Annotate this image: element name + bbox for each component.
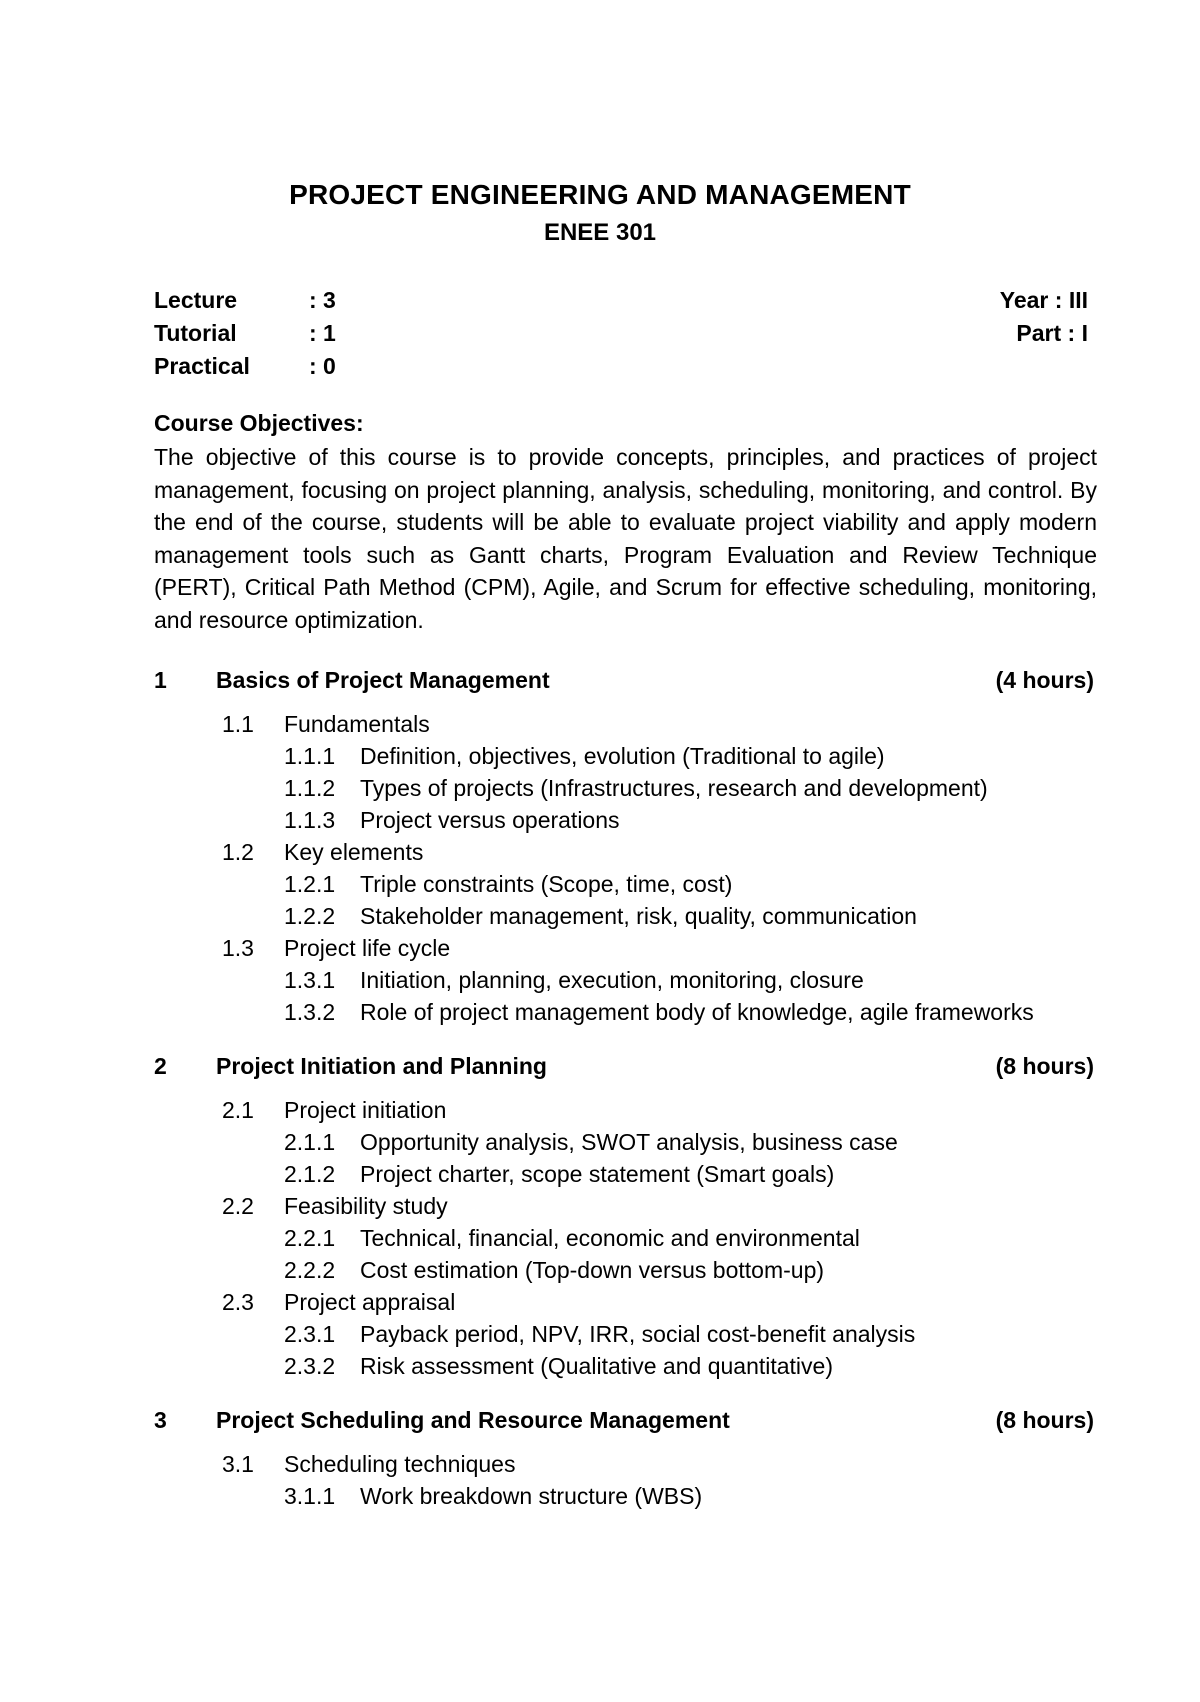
subtopic-number: 2.3: [222, 1289, 254, 1315]
item-text: Technical, financial, economic and environmental: [360, 1225, 860, 1251]
item-text: Stakeholder management, risk, quality, communication: [360, 903, 917, 929]
meta-value: : 1: [309, 320, 336, 346]
list-item: [154, 1126, 1094, 1158]
course-title: PROJECT ENGINEERING AND MANAGEMENT: [289, 179, 911, 210]
list-item: [154, 996, 1094, 1028]
subtopic-title: Key elements: [284, 839, 424, 865]
list-item: [154, 868, 1094, 900]
item-text: Initiation, planning, execution, monitoring, closure: [360, 967, 864, 993]
item-number: 2.2.2: [284, 1257, 336, 1283]
item-number: 1.2.1: [284, 871, 336, 897]
list-item: [154, 740, 1094, 772]
unit-title: Basics of Project Management: [216, 667, 550, 693]
unit-heading: [154, 1050, 1094, 1082]
item-number: 1.2.2: [284, 903, 336, 929]
meta-value: : 0: [309, 353, 336, 379]
meta-label: Lecture: [154, 287, 238, 313]
item-text: Cost estimation (Top-down versus bottom-up): [360, 1257, 825, 1283]
item-number: 2.3.2: [284, 1353, 336, 1379]
item-text: Definition, objectives, evolution (Traditional to agile): [360, 743, 885, 769]
subtopic-number: 3.1: [222, 1451, 254, 1477]
item-text: Project charter, scope statement (Smart goals): [360, 1161, 835, 1187]
subtopic: [154, 1286, 1094, 1318]
item-number: 2.3.1: [284, 1321, 336, 1347]
subtopic-title: Feasibility study: [284, 1193, 448, 1219]
list-item: [154, 804, 1094, 836]
course-code: ENEE 301: [543, 219, 657, 246]
unit-hours: (4 hours): [995, 667, 1094, 693]
subtopic: [154, 1094, 1094, 1126]
list-item: [154, 1222, 1094, 1254]
subtopic-number: 2.1: [222, 1097, 254, 1123]
subtopic-title: Fundamentals: [284, 711, 430, 737]
unit-hours: (8 hours): [995, 1407, 1094, 1433]
item-text: Triple constraints (Scope, time, cost): [360, 871, 733, 897]
unit-section: [154, 1404, 1094, 1512]
subtopic-title: Project appraisal: [284, 1289, 456, 1315]
subtopic: [154, 708, 1094, 740]
meta-value: : 3: [309, 287, 336, 313]
meta-year: Year : III: [999, 287, 1088, 313]
subtopic-title: Project life cycle: [284, 935, 451, 961]
unit-title: Project Scheduling and Resource Management: [216, 1407, 730, 1433]
item-text: Types of projects (Infrastructures, research and development): [360, 775, 988, 801]
item-number: 2.2.1: [284, 1225, 336, 1251]
unit-heading: [154, 664, 1094, 696]
item-text: Risk assessment (Qualitative and quantitative): [360, 1353, 833, 1379]
list-item: [154, 1158, 1094, 1190]
item-text: Payback period, NPV, IRR, social cost-benefit analysis: [360, 1321, 916, 1347]
subtopic: [154, 836, 1094, 868]
item-number: 1.3.1: [284, 967, 336, 993]
subtopic-number: 1.3: [222, 935, 254, 961]
subtopic: [154, 932, 1094, 964]
objectives-text: The objective of this course is to provide concepts, principles, and practices of project management, focusing on project planning, analysis, scheduling, monitoring, and control. By the end of the course, students will be able to evaluate project viability and apply modern management tools such as Gantt charts, Program Evaluation and Review Technique (PERT), Critical Path Method (CPM), Agile, and Scrum for effective scheduling, monitoring, and resource optimization.: [154, 444, 1097, 633]
unit-heading: [154, 1404, 1094, 1436]
course-meta-right: [1000, 284, 1088, 350]
list-item: [154, 1480, 1094, 1512]
list-item: [154, 900, 1094, 932]
meta-label: Practical: [154, 353, 250, 379]
item-number: 2.1.2: [284, 1161, 336, 1187]
item-number: 1.1.1: [284, 743, 336, 769]
meta-tutorial: [154, 317, 336, 350]
item-text: Work breakdown structure (WBS): [360, 1483, 703, 1509]
item-number: 1.1.2: [284, 775, 336, 801]
meta-lecture: [154, 284, 336, 317]
item-number: 1.3.2: [284, 999, 336, 1025]
item-number: 2.1.1: [284, 1129, 336, 1155]
subtopic-title: Project initiation: [284, 1097, 447, 1123]
unit-title: Project Initiation and Planning: [216, 1053, 547, 1079]
subtopic-number: 1.2: [222, 839, 254, 865]
syllabus-units: [154, 664, 1094, 1534]
subtopic-title: Scheduling techniques: [284, 1451, 516, 1477]
unit-section: [154, 1050, 1094, 1382]
item-number: 3.1.1: [284, 1483, 336, 1509]
item-text: Role of project management body of knowledge, agile frameworks: [360, 999, 1034, 1025]
meta-label: Tutorial: [154, 320, 237, 346]
course-meta-left: [154, 284, 336, 383]
list-item: [154, 1318, 1094, 1350]
meta-part: Part : I: [1016, 320, 1088, 346]
subtopic: [154, 1448, 1094, 1480]
unit-hours: (8 hours): [995, 1053, 1094, 1079]
subtopic-number: 1.1: [222, 711, 254, 737]
objectives-heading: Course Objectives:: [154, 410, 364, 436]
item-number: 1.1.3: [284, 807, 336, 833]
list-item: [154, 1254, 1094, 1286]
item-text: Opportunity analysis, SWOT analysis, business case: [360, 1129, 898, 1155]
subtopic: [154, 1190, 1094, 1222]
unit-number: 1: [154, 667, 167, 693]
unit-number: 2: [154, 1053, 167, 1079]
list-item: [154, 772, 1094, 804]
list-item: [154, 1350, 1094, 1382]
item-text: Project versus operations: [360, 807, 620, 833]
list-item: [154, 964, 1094, 996]
subtopic-number: 2.2: [222, 1193, 254, 1219]
unit-section: [154, 664, 1094, 1028]
unit-number: 3: [154, 1407, 167, 1433]
meta-practical: [154, 350, 336, 383]
